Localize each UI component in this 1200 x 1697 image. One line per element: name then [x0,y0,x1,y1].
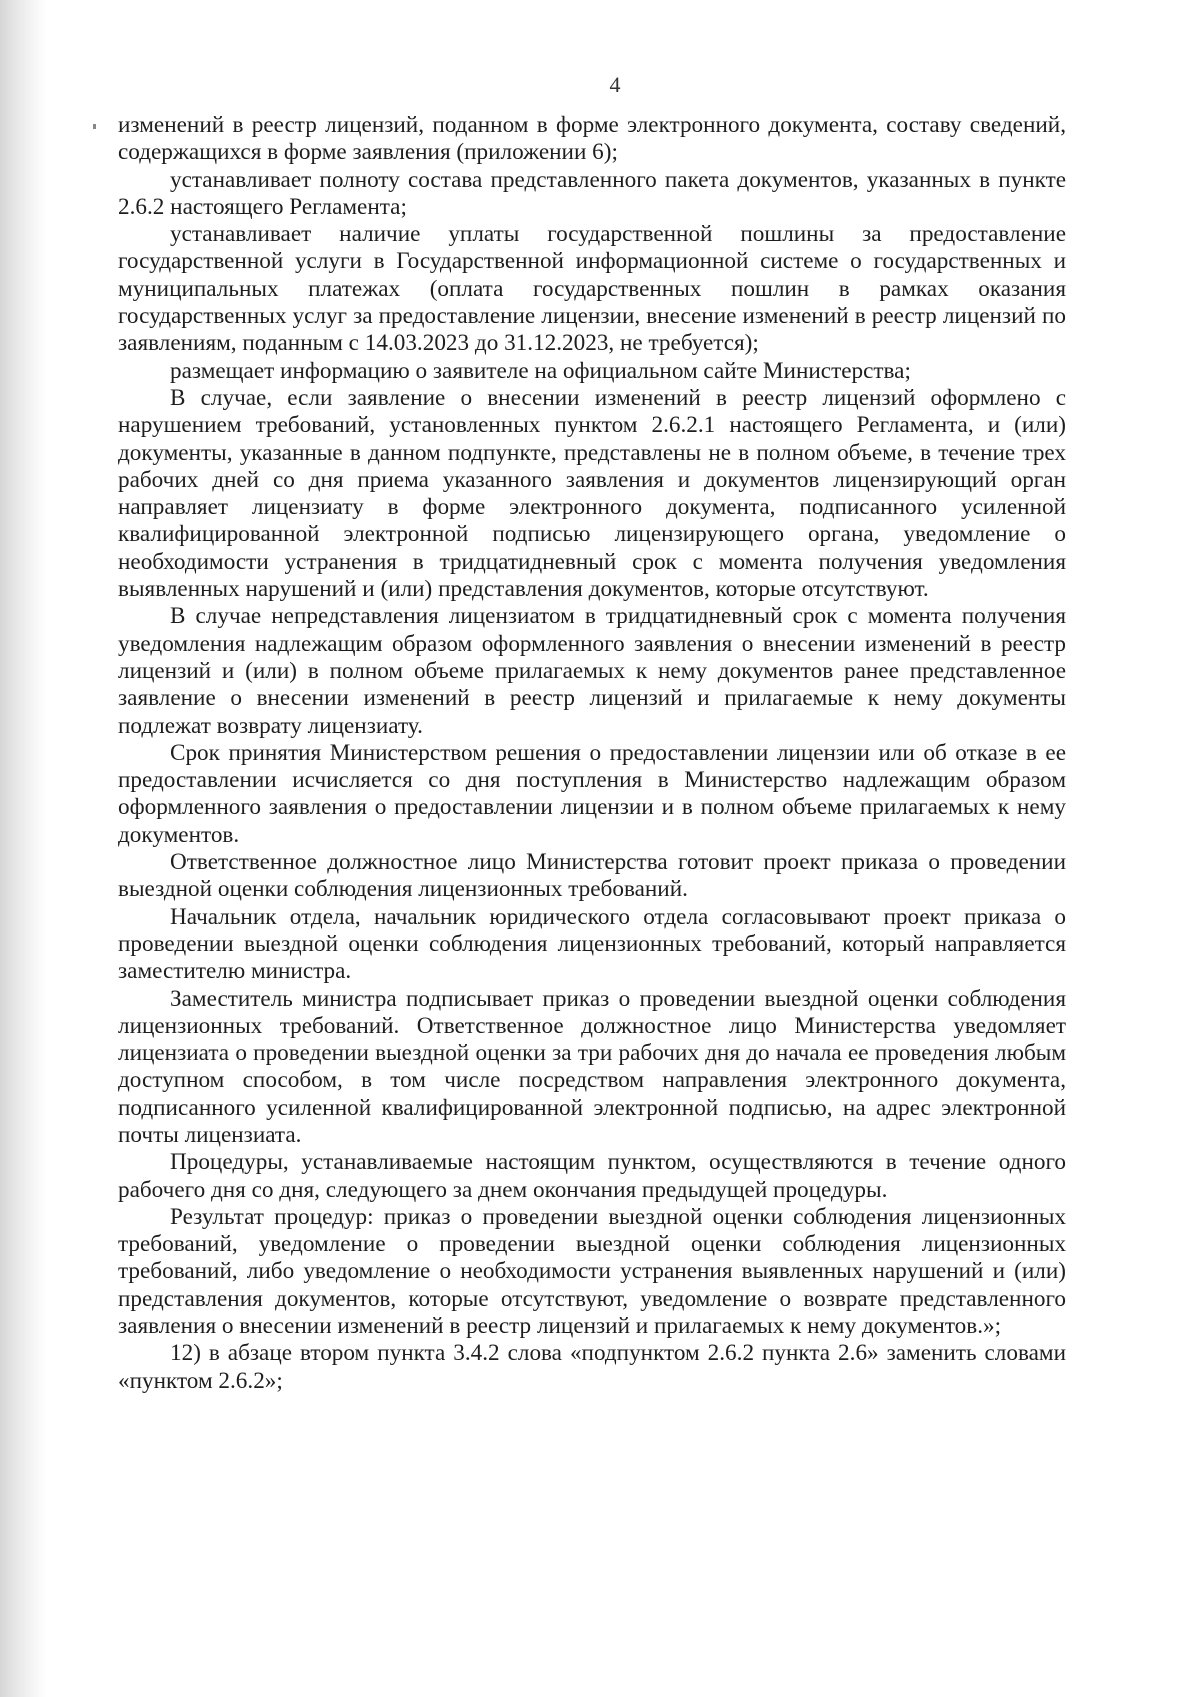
paragraph-violations-notice: В случае, если заявление о внесении изменений в реестр лицензий оформлено с нарушением требований, установленных пунктом 2.6.2.1 настоящего Регламента, и (или) документы, указанные в данном подпункте, представлены не в полном объеме, в течение трех рабочих дней со дня приема указанного заявления и документов лицензирующий орган направляет лицензиату в форме электронного документа, подписанного усиленной квалифицированной электронной подписью лицензирующего органа, уведомление о необходимости устранения в тридцатидневный срок с момента получения уведомления выявленных нарушений и (или) представления документов, которые отсутствуют. [118,384,1066,603]
document-body [118,112,1066,1395]
scan-shadow-edge [0,0,46,1697]
paragraph-procedure-term: Процедуры, устанавливаемые настоящим пунктом, осуществляются в течение одного рабочего дня со дня, следующего за днем окончания предыдущей процедуры. [118,1149,1066,1203]
paragraph-return-documents: В случае непредставления лицензиатом в тридцатидневный срок с момента получения уведомления надлежащим образом оформленного заявления о внесении изменений в реестр лицензий и (или) в полном объеме прилагаемых к нему документов ранее представленное заявление о внесении изменений в реестр лицензий и прилагаемые к нему документы подлежат возврату лицензиату. [118,603,1066,739]
paragraph-applicant-info: размещает информацию о заявителе на официальном сайте Министерства; [170,357,911,384]
paragraph-state-fee: устанавливает наличие уплаты государственной пошлины за предоставление государственной услуги в Государственной информационной системе о государственных и муниципальных платежах (оплата государственных пошлин в рамках оказания государственных услуг за предоставление лицензии, внесение изменений в реестр лицензий по заявлениям, поданным с 14.03.2023 до 31.12.2023, не требуется); [118,221,1066,357]
paragraph-amendment-12: 12) в абзаце втором пункта 3.4.2 слова «подпунктом 2.6.2 пункта 2.6» заменить словами «пунктом 2.6.2»; [118,1340,1066,1394]
paragraph-decision-term: Срок принятия Министерством решения о предоставлении лицензии или об отказе в ее предоставлении исчисляется со дня поступления в Министерство надлежащим образом оформленного заявления о предоставлении лицензии и в полном объеме прилагаемых к нему документов. [118,739,1066,848]
paragraph-draft-order: Ответственное должностное лицо Министерства готовит проект приказа о проведении выездной оценки соблюдения лицензионных требований. [118,849,1066,903]
paragraph-document-completeness: устанавливает полноту состава представленного пакета документов, указанных в пункте 2.6.2 настоящего Регламента; [118,166,1066,220]
paragraph-order-approval: Начальник отдела, начальник юридического отдела согласовывают проект приказа о проведении выездной оценки соблюдения лицензионных требований, который направляется заместителю министра. [118,903,1066,985]
margin-mark [93,124,96,129]
paragraph-order-signing: Заместитель министра подписывает приказ о проведении выездной оценки соблюдения лицензионных требований. Ответственное должностное лицо Министерства уведомляет лицензиата о проведении выездной оценки за три рабочих дня до начала ее проведения любым доступном способом, в том числе посредством направления электронного документа, подписанного усиленной квалифицированной электронной подписью, на адрес электронной почты лицензиата. [118,985,1066,1148]
paragraph-continuation: изменений в реестр лицензий, поданном в форме электронного документа, составу сведений, содержащихся в форме заявления (приложении 6); [118,112,1066,166]
paragraph-procedure-result: Результат процедур: приказ о проведении выездной оценки соблюдения лицензионных требований, уведомление о проведении выездной оценки соблюдения лицензионных требований, либо уведомление о необходимости устранения выявленных нарушений и (или) представления документов, которые отсутствуют, уведомление о возврате представленного заявления о внесении изменений в реестр лицензий и прилагаемых к нему документов.»; [118,1203,1066,1340]
page-number: 4 [609,72,621,97]
